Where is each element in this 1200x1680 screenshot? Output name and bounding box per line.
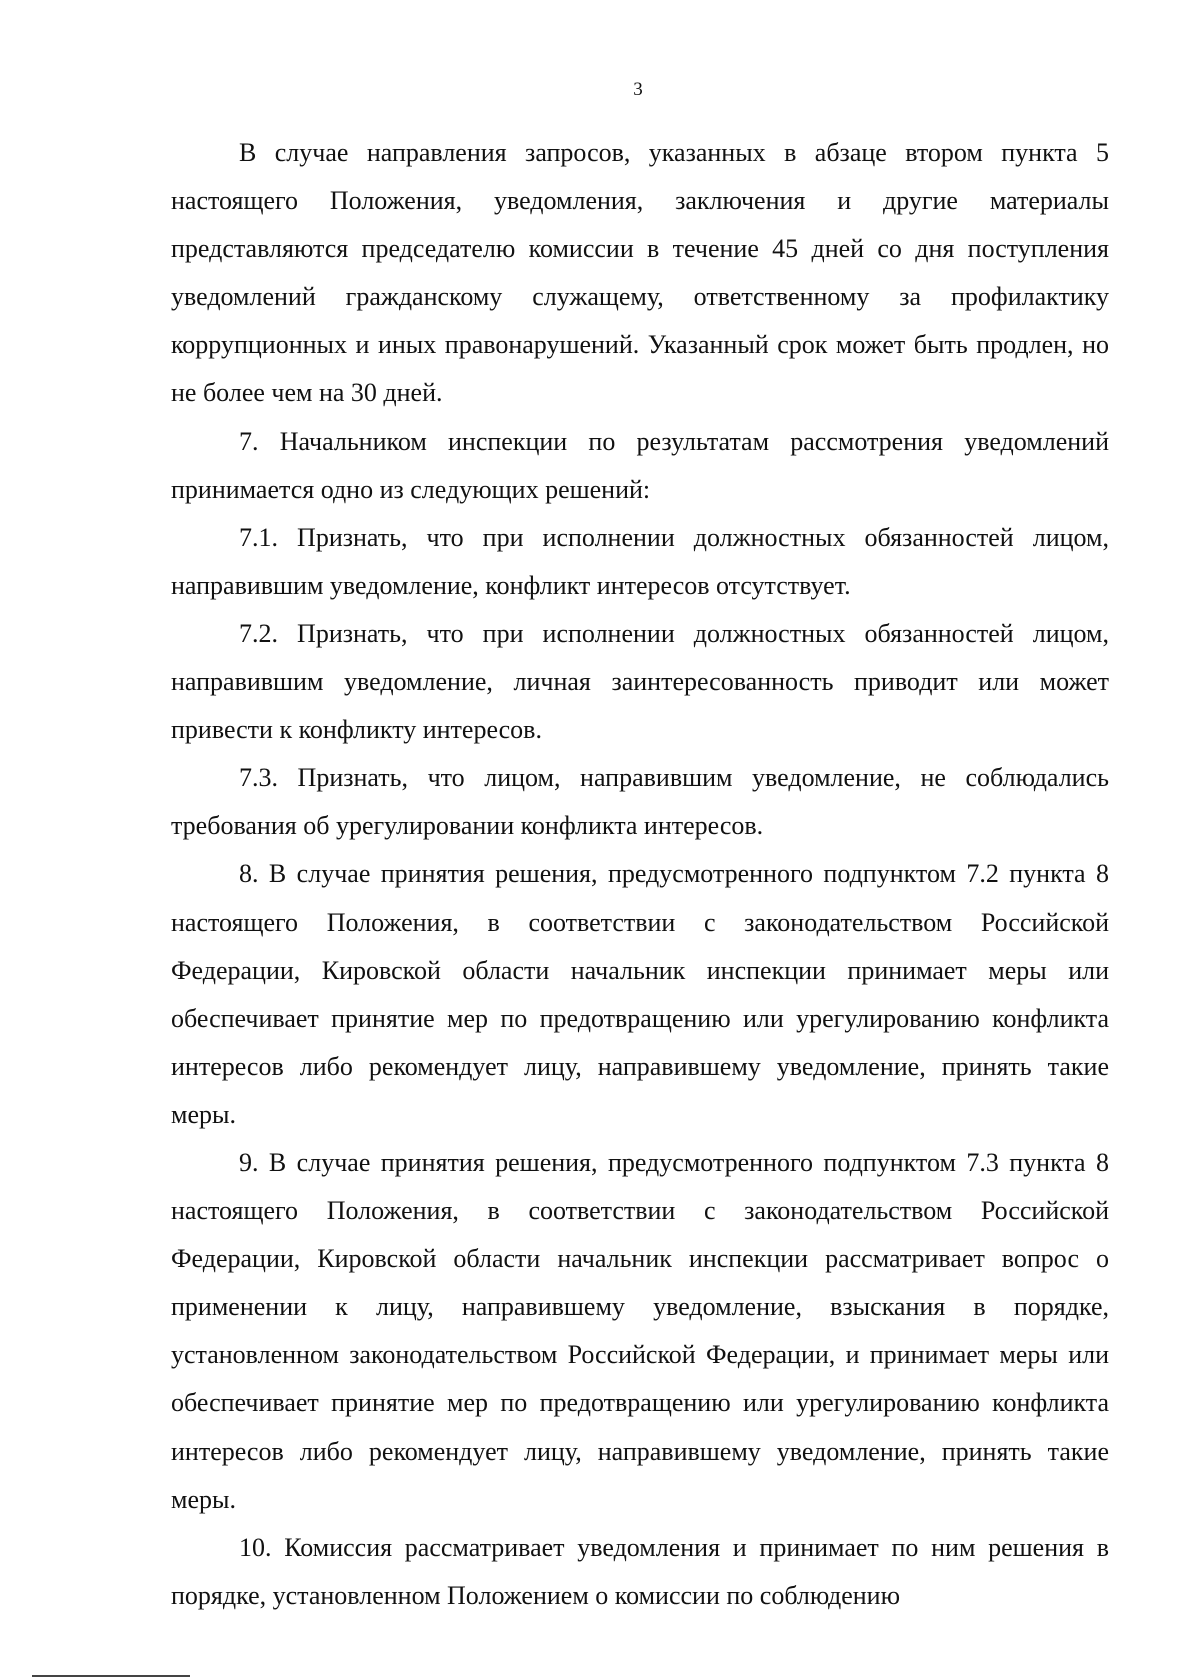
paragraph-7-2: 7.2. Признать, что при исполнении должностных обязанностей лицом, направившим уведомление, личная заинтересованность приводит или может привести к конфликту интересов. [171, 618, 1109, 745]
page-number: 3 [633, 79, 643, 100]
scan-edge-line [32, 1675, 190, 1677]
paragraph-deadline: В случае направления запросов, указанных в абзаце втором пункта 5 настоящего Положения, уведомления, заключения и другие материалы представляются председателю комиссии в течение 45 дней со дня поступления уведомлений гражданскому служащему, ответственному за профилактику коррупционных и иных правонарушений. Указанный срок может быть продлен, но не более чем на 30 дней. [171, 138, 1109, 408]
document-body [171, 129, 1109, 1620]
paragraph-8: 8. В случае принятия решения, предусмотренного подпунктом 7.2 пункта 8 настоящего Положения, в соответствии с законодательством Российской Федерации, Кировской области начальник инспекции принимает меры или обеспечивает принятие мер по предотвращению или урегулированию конфликта интересов либо рекомендует лицу, направившему уведомление, принять такие меры. [171, 859, 1109, 1129]
paragraph-7-3: 7.3. Признать, что лицом, направившим уведомление, не соблюдались требования об урегулировании конфликта интересов. [171, 763, 1109, 841]
paragraph-7-1: 7.1. Признать, что при исполнении должностных обязанностей лицом, направившим уведомление, конфликт интересов отсутствует. [171, 522, 1109, 600]
paragraph-9: 9. В случае принятия решения, предусмотренного подпунктом 7.3 пункта 8 настоящего Положения, в соответствии с законодательством Российской Федерации, Кировской области начальник инспекции рассматривает вопрос о применении к лицу, направившему уведомление, взыскания в порядке, установленном законодательством Российской Федерации, и принимает меры или обеспечивает принятие мер по предотвращению или урегулированию конфликта интересов либо рекомендует лицу, направившему уведомление, принять такие меры. [171, 1147, 1109, 1514]
paragraph-7: 7. Начальником инспекции по результатам рассмотрения уведомлений принимается одно из следующих решений: [171, 426, 1109, 504]
paragraph-10: 10. Комиссия рассматривает уведомления и принимает по ним решения в порядке, установленном Положением о комиссии по соблюдению [171, 1532, 1109, 1610]
